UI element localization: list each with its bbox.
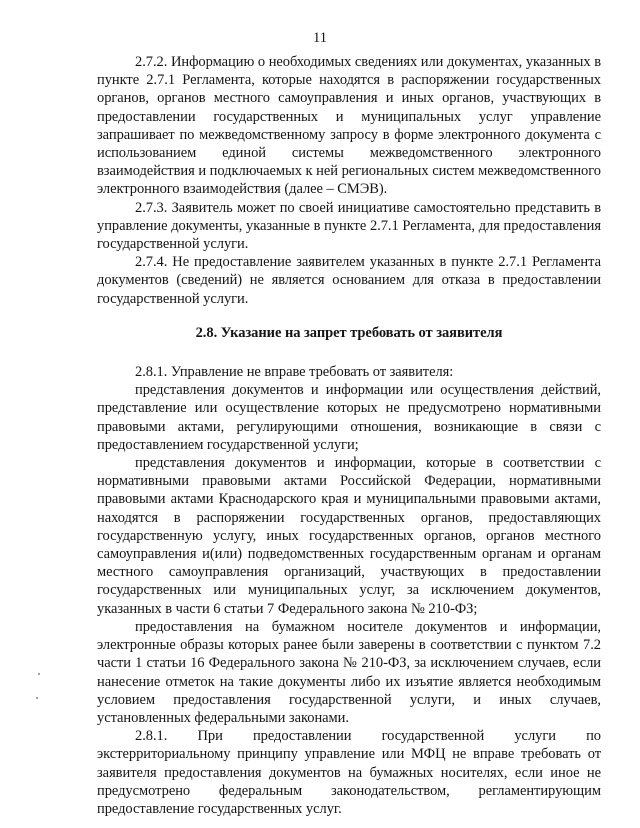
page-number: 11: [313, 30, 327, 46]
paragraph-2-7-3: 2.7.3. Заявитель может по своей инициативе самостоятельно представить в управление документы, указанные в пункте 2.7.1 Регламента, для предоставления государственной услуги.: [97, 199, 601, 253]
paragraph-item-3: предоставления на бумажном носителе документов и информации, электронные образы которых ранее были заверены в соответствии с пунктом 7.2 части 1 статьи 16 Федерального закона № 210-ФЗ, за исключением случаев, если нанесение отметок на такие документы либо их изъятие является необходимым условием предоставления государственной услуги, и иных случаев, установленных федеральными законами.: [97, 618, 601, 726]
paragraph-2-8-1: 2.8.1. Управление не вправе требовать от заявителя:: [135, 364, 454, 381]
scan-artifact: [36, 697, 38, 699]
paragraph-item-1: представления документов и информации или осуществления действий, представление или осуществление которых не предусмотрено нормативными правовыми актами, регулирующими отношения, возникающие в связи с предоставлением государственной услуги;: [97, 382, 601, 453]
scan-artifact: [38, 673, 40, 675]
document-body: [97, 53, 601, 818]
paragraph-2-7-4: 2.7.4. Не предоставление заявителем указанных в пункте 2.7.1 Регламента документов (сведений) не является основанием для отказа в предоставлении государственной услуги.: [97, 254, 601, 307]
section-heading-2-8: 2.8. Указание на запрет требовать от заявителя: [195, 324, 503, 341]
paragraph-2-7-2: 2.7.2. Информацию о необходимых сведениях или документах, указанных в пункте 2.7.1 Регламента, которые находятся в распоряжении государственных органов, органов местного самоуправления и иных органов, участвующих в предоставлении государственных и муниципальных услуг управление запрашивает по межведомственному запросу в форме электронного документа с использованием единой системы межведомственного электронного взаимодействия и подключаемых к ней региональных систем межведомственного электронного взаимодействия (далее – СМЭВ).: [97, 54, 601, 198]
paragraph-item-2: представления документов и информации, которые в соответствии с нормативными правовыми актами Российской Федерации, нормативными правовыми актами Краснодарского края и муниципальными правовыми актами, находятся в распоряжении государственных органов, предоставляющих государственную услугу, иных государственных органов, органов местного самоуправления и(или) подведомственных государственным органам и органам местного самоуправления организаций, участвующих в предоставлении государственных или муниципальных услуг, за исключением документов, указанных в части 6 статьи 7 Федерального закона № 210-ФЗ;: [97, 455, 601, 617]
paragraph-2-8-1-extraterritorial: 2.8.1. При предоставлении государственной услуги по экстерриториальному принципу управление или МФЦ не вправе требовать от заявителя предоставления документов на бумажных носителях, если иное не предусмотрено федеральным законодательством, регламентирующим предоставление государственных услуг.: [97, 728, 601, 817]
